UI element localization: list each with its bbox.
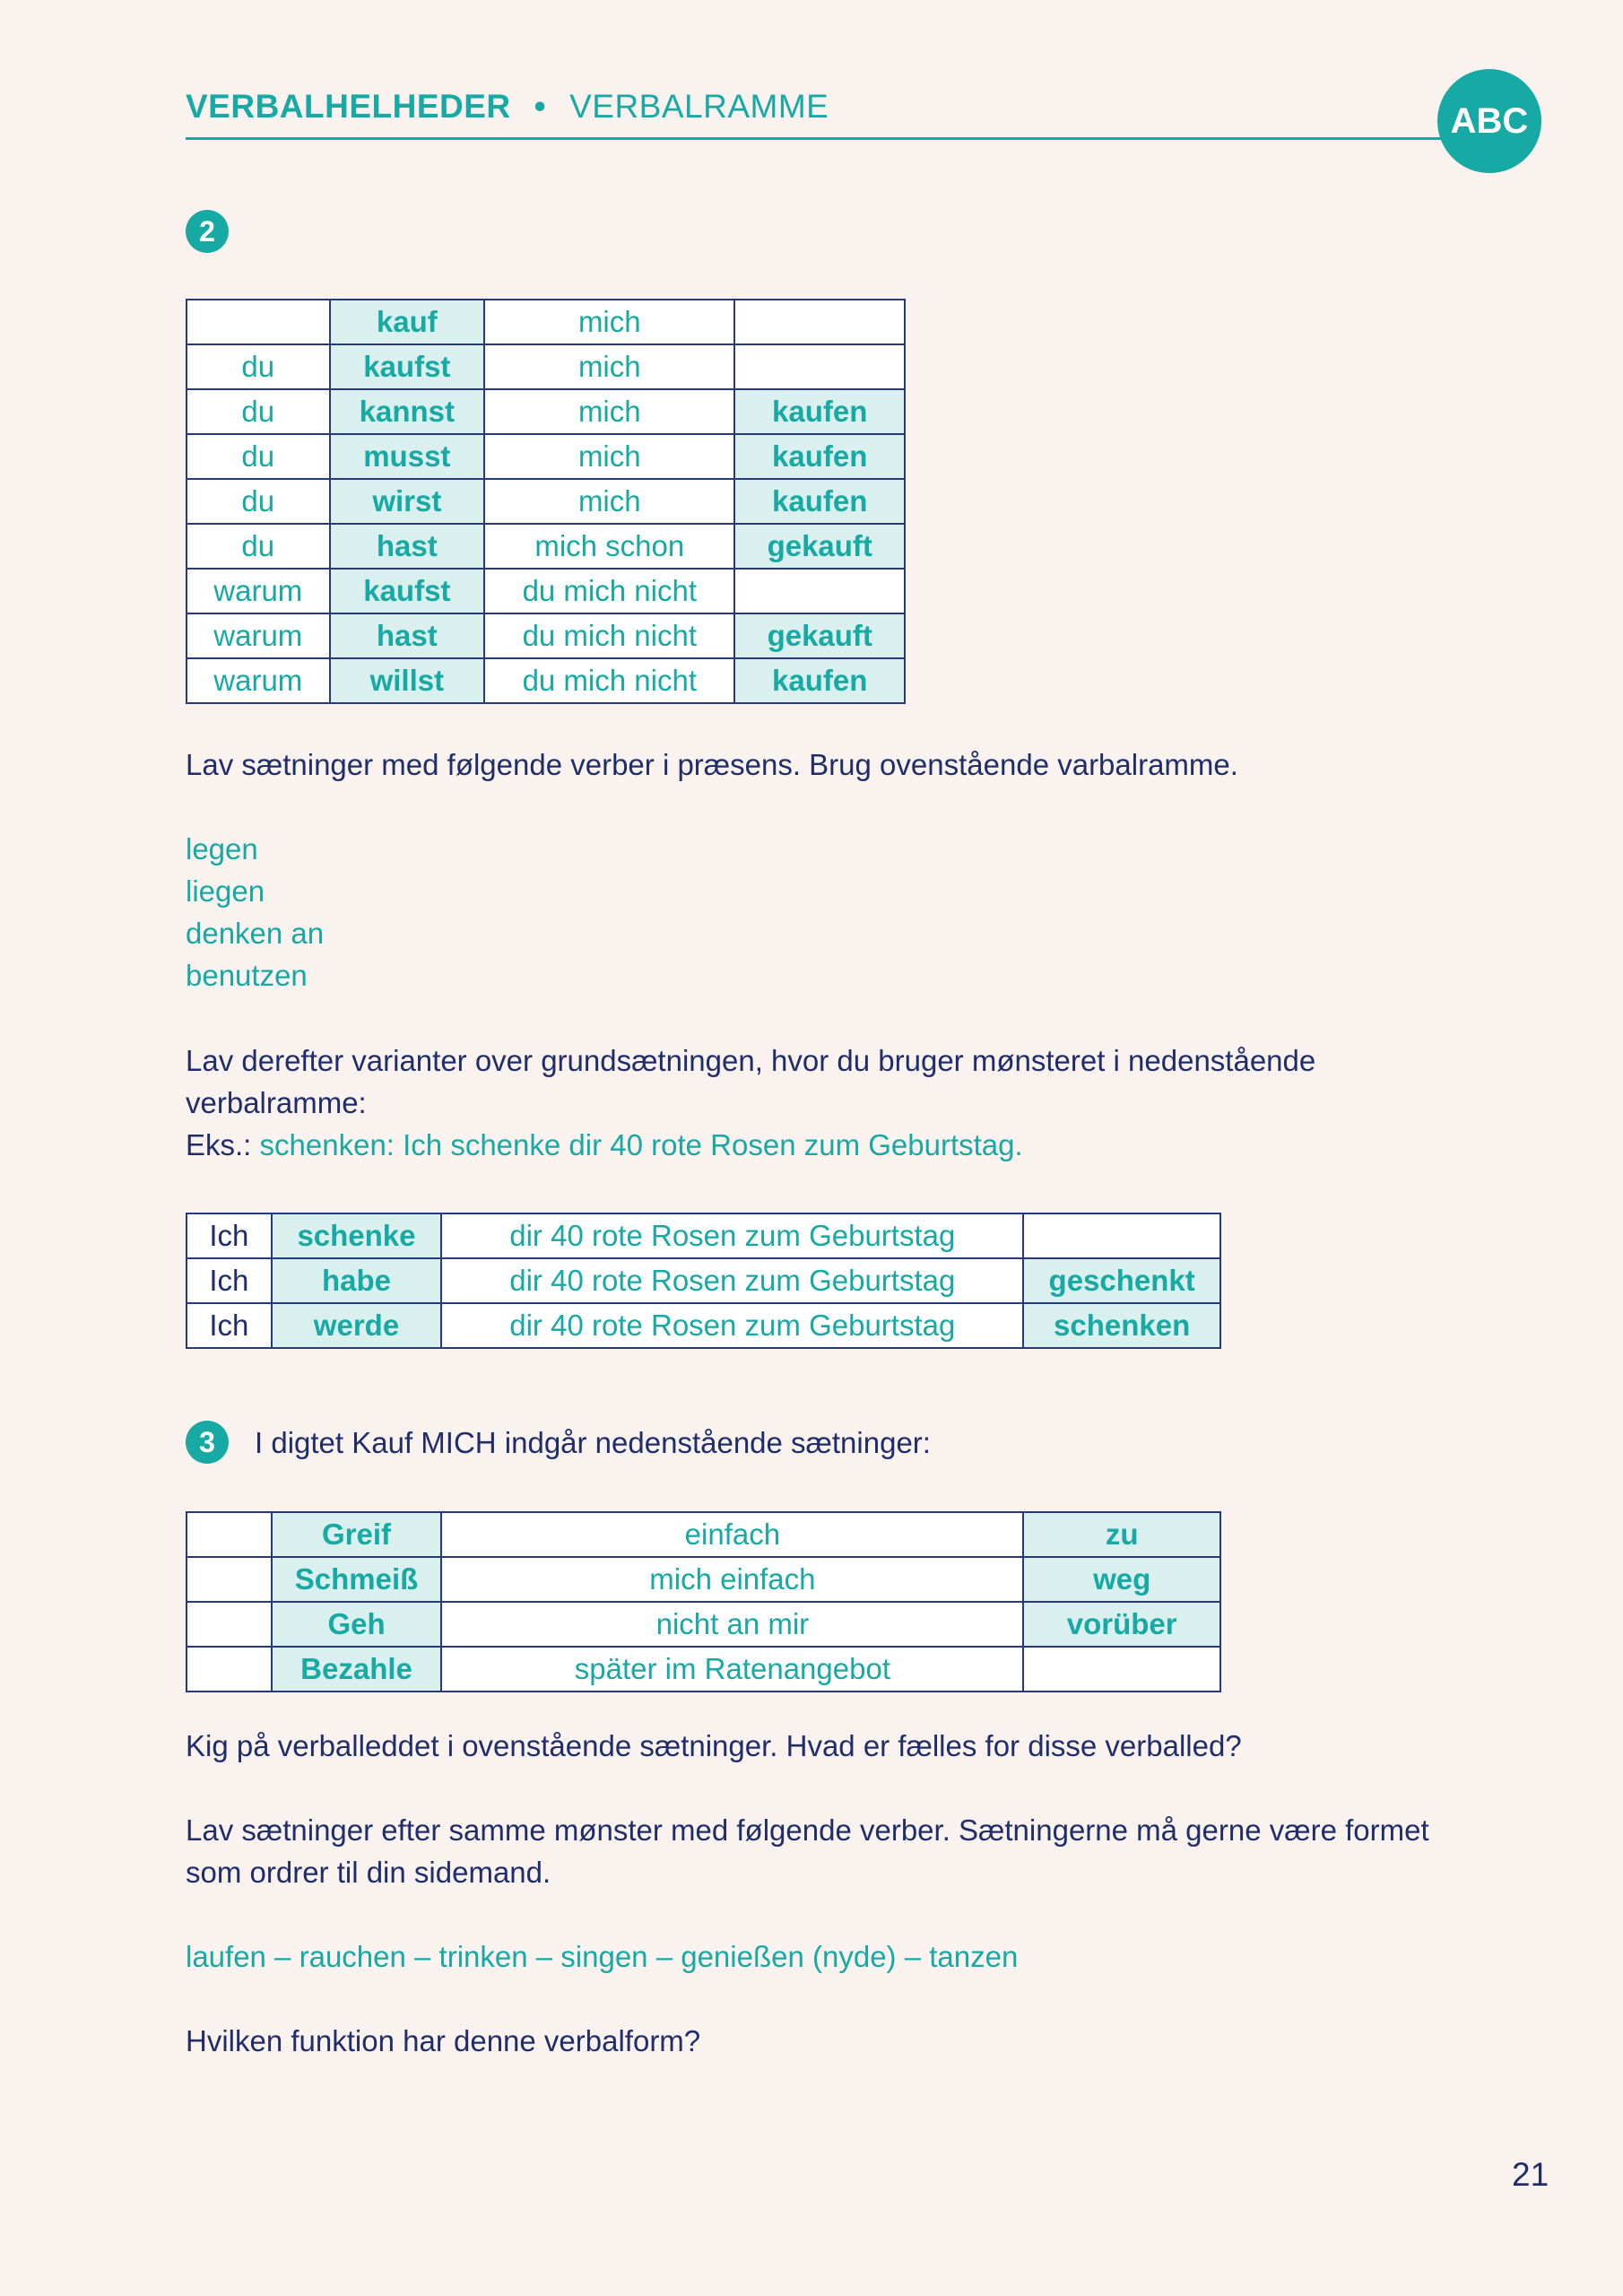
middle-cell: später im Ratenangebot [441, 1647, 1023, 1692]
verbal-frame-table-1 [186, 299, 906, 704]
subject-cell: Ich [187, 1258, 272, 1303]
subject-cell [187, 1647, 272, 1692]
table-row [187, 434, 905, 479]
infinite-verb-cell [734, 569, 905, 613]
middle-cell: einfach [441, 1512, 1023, 1557]
subject-cell: warum [187, 569, 330, 613]
exercise-3-intro: I digtet Kauf MICH indgår nedenstående sætninger: [255, 1426, 931, 1459]
infinite-verb-cell: weg [1023, 1557, 1220, 1602]
infinite-verb-cell: vorüber [1023, 1602, 1220, 1647]
middle-cell: nicht an mir [441, 1602, 1023, 1647]
verb-list-1 [186, 828, 324, 996]
middle-cell: dir 40 rote Rosen zum Geburtstag [441, 1258, 1023, 1303]
verb-item: denken an [186, 917, 325, 950]
infinite-verb-cell [1023, 1213, 1220, 1258]
verbal-frame-table-2 [186, 1213, 1221, 1349]
subject-cell [187, 1602, 272, 1647]
middle-cell: du mich nicht [484, 658, 734, 703]
verb-item: liegen [186, 874, 265, 908]
finite-verb-cell: wirst [330, 479, 485, 524]
subject-cell: warum [187, 613, 330, 658]
infinite-verb-cell: kaufen [734, 658, 905, 703]
table-row [187, 658, 905, 703]
middle-cell: mich schon [484, 524, 734, 569]
finite-verb-cell: habe [272, 1258, 442, 1303]
table-row [187, 569, 905, 613]
exercise-3-badge: 3 [186, 1421, 229, 1464]
middle-cell: mich [484, 479, 734, 524]
subject-cell: Ich [187, 1303, 272, 1348]
subject-cell: du [187, 389, 330, 434]
verb-item: benutzen [186, 959, 308, 992]
subject-cell [187, 1557, 272, 1602]
middle-cell: mich [484, 300, 734, 344]
table-row [187, 1258, 1220, 1303]
middle-cell: mich [484, 389, 734, 434]
infinite-verb-cell: geschenkt [1023, 1258, 1220, 1303]
table-row [187, 300, 905, 344]
finite-verb-cell: werde [272, 1303, 442, 1348]
middle-cell: dir 40 rote Rosen zum Geburtstag [441, 1303, 1023, 1348]
infinite-verb-cell: gekauft [734, 613, 905, 658]
table-row [187, 1303, 1220, 1348]
finite-verb-cell: Bezahle [272, 1647, 442, 1692]
infinite-verb-cell: gekauft [734, 524, 905, 569]
finite-verb-cell: kannst [330, 389, 485, 434]
question-1: Kig på verballeddet i ovenstående sætninger. Hvad er fælles for disse verballed? [186, 1729, 1242, 1762]
middle-cell: mich [484, 344, 734, 389]
infinite-verb-cell: zu [1023, 1512, 1220, 1557]
infinite-verb-cell: kaufen [734, 389, 905, 434]
finite-verb-cell: kaufst [330, 344, 485, 389]
header-rule [186, 137, 1459, 140]
question-2: Hvilken funktion har denne verbalform? [186, 2024, 701, 2057]
middle-cell: du mich nicht [484, 613, 734, 658]
table-row [187, 1602, 1220, 1647]
table-row [187, 389, 905, 434]
finite-verb-cell: musst [330, 434, 485, 479]
finite-verb-cell: Schmeiß [272, 1557, 442, 1602]
finite-verb-cell: kauf [330, 300, 485, 344]
finite-verb-cell: willst [330, 658, 485, 703]
infinite-verb-cell [734, 344, 905, 389]
infinite-verb-cell: kaufen [734, 434, 905, 479]
finite-verb-cell: Greif [272, 1512, 442, 1557]
abc-badge: ABC [1437, 69, 1541, 173]
infinite-verb-cell [734, 300, 905, 344]
subject-cell: du [187, 344, 330, 389]
finite-verb-cell: kaufst [330, 569, 485, 613]
table-row [187, 524, 905, 569]
table-row [187, 479, 905, 524]
finite-verb-cell: Geh [272, 1602, 442, 1647]
exercise-2-badge: 2 [186, 210, 229, 253]
subject-cell: warum [187, 658, 330, 703]
subject-cell: du [187, 434, 330, 479]
infinite-verb-cell [1023, 1647, 1220, 1692]
table-row [187, 1512, 1220, 1557]
subject-cell: du [187, 479, 330, 524]
middle-cell: dir 40 rote Rosen zum Geburtstag [441, 1213, 1023, 1258]
page-header [186, 88, 1441, 126]
middle-cell: mich einfach [441, 1557, 1023, 1602]
instruction-3: Lav sætninger efter samme mønster med følgende verber. Sætningerne må gerne være formet som ordrer til din sidemand. [186, 1813, 1429, 1889]
infinite-verb-cell: schenken [1023, 1303, 1220, 1348]
subject-cell [187, 300, 330, 344]
table-row [187, 1557, 1220, 1602]
finite-verb-cell: hast [330, 613, 485, 658]
subject-cell: Ich [187, 1213, 272, 1258]
table-row [187, 1647, 1220, 1692]
verb-list-2: laufen – rauchen – trinken – singen – genießen (nyde) – tanzen [186, 1940, 1019, 1973]
verbal-frame-table-3 [186, 1511, 1221, 1692]
instruction-1: Lav sætninger med følgende verber i præsens. Brug ovenstående varbalramme. [186, 748, 1238, 781]
table-row [187, 613, 905, 658]
instruction-2: Lav derefter varianter over grundsætningen, hvor du bruger mønsteret i nedenstående verbalramme: Eks.: schenken: Ich schenke dir 40 rote Rosen zum Geburtstag. [186, 1039, 1315, 1166]
subject-cell [187, 1512, 272, 1557]
verb-item: legen [186, 832, 258, 865]
subject-cell: du [187, 524, 330, 569]
table-row [187, 1213, 1220, 1258]
table-row [187, 344, 905, 389]
finite-verb-cell: schenke [272, 1213, 442, 1258]
finite-verb-cell: hast [330, 524, 485, 569]
middle-cell: mich [484, 434, 734, 479]
infinite-verb-cell: kaufen [734, 479, 905, 524]
example-line: Eks.: schenken: Ich schenke dir 40 rote Rosen zum Geburtstag. [186, 1128, 1023, 1161]
middle-cell: du mich nicht [484, 569, 734, 613]
page-number: 21 [1512, 2156, 1549, 2193]
section-title: VERBALHELHEDER • VERBALRAMME [186, 88, 829, 125]
